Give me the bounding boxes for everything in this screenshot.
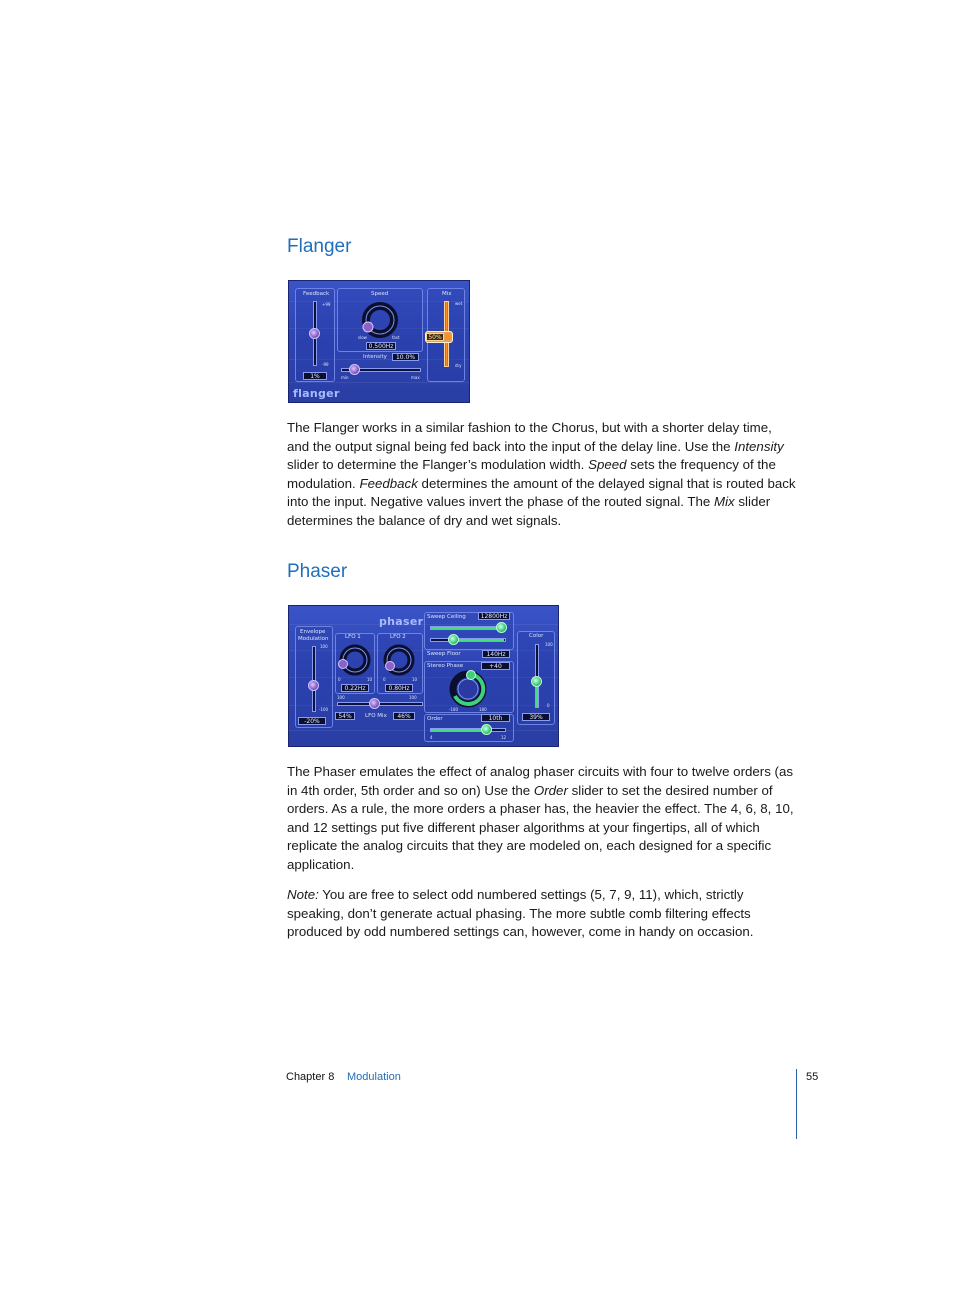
intensity-max-tick: max [411, 375, 420, 380]
flanger-text-3: sets the frequency of the modulation. [287, 457, 776, 491]
speed-min-tick: slow [358, 335, 367, 340]
feedback-value-display[interactable]: 1% [303, 372, 327, 380]
mix-value-display: 50% [426, 333, 444, 341]
color-bottom-tick: 0 [547, 703, 550, 708]
flanger-text-5: slider determines the balance of dry and wet signals. [287, 494, 771, 528]
phaser-note [287, 886, 797, 942]
sweep-ceiling-label: Sweep Ceiling [427, 614, 466, 620]
feedback-top-tick: +99 [322, 302, 331, 307]
order-label: Order [427, 716, 443, 722]
stereo-phase-knob[interactable] [447, 668, 489, 710]
lfo-mix-slider-thumb[interactable] [369, 698, 380, 709]
color-slider-thumb[interactable] [531, 676, 542, 687]
sweep-floor-slider-thumb[interactable] [448, 634, 459, 645]
sweep-floor-value-display[interactable]: 140Hz [482, 650, 510, 658]
speed-knob[interactable] [359, 300, 401, 340]
flanger-text-2: slider to determine the Flanger’s modulation width. [287, 457, 589, 473]
phaser-text-2: slider to set the desired number of orders. As a rule, the more orders a phaser has, the heavier the effect. The 4, 6, 8, 10, and 12 settings put five different phaser algorithms at your fingertips, all of which replicate the analog circuits that they are modeled on, each designed for a specific application. [287, 782, 794, 872]
envelope-bottom-tick: -100 [319, 707, 329, 712]
color-label: Color [529, 633, 544, 639]
lfo1-label: LFO 1 [345, 634, 361, 640]
flanger-term-feedback: Feedback [359, 475, 418, 491]
envelope-slider-thumb[interactable] [308, 680, 319, 691]
note-label: Note: [287, 887, 319, 902]
flanger-logo: flanger [293, 387, 340, 400]
stereo-phase-max-tick: 180 [479, 707, 487, 712]
mix-top-tick: wet [455, 301, 463, 306]
footer-section-link[interactable]: Modulation [347, 1071, 401, 1083]
lfo-mix-slider-track[interactable] [337, 702, 423, 706]
lfo-mix-right-tick: 100 [409, 695, 417, 700]
flanger-description [287, 419, 797, 531]
phaser-heading: Phaser [287, 561, 348, 582]
lfo1-rate-knob[interactable] [336, 642, 374, 678]
lfo-mix-right-value: 46% [393, 712, 415, 720]
intensity-slider-thumb[interactable] [349, 364, 360, 375]
flanger-heading: Flanger [287, 236, 352, 257]
feedback-bottom-tick: -99 [322, 362, 329, 367]
feedback-slider-thumb[interactable] [309, 328, 320, 339]
intensity-min-tick: min [341, 375, 349, 380]
stereo-phase-value-display[interactable]: +40 [481, 662, 510, 670]
envelope-label-line1: Envelope [300, 629, 326, 635]
stereo-phase-label: Stereo Phase [427, 663, 464, 669]
lfo-mix-left-value: 54% [335, 712, 355, 720]
phaser-plugin-panel [288, 605, 559, 747]
intensity-value-display[interactable]: 10.0% [392, 353, 419, 361]
footer-divider [796, 1069, 797, 1139]
flanger-text-1: The Flanger works in a similar fashion to the Chorus, but with a shorter delay time, and the output signal being fed back into the input of the delay line. Use the [287, 420, 772, 454]
order-slider-fill [431, 729, 486, 731]
sweep-range-fill [431, 627, 501, 629]
lfo2-label: LFO 2 [390, 634, 406, 640]
stereo-phase-min-tick: -180 [449, 707, 459, 712]
envelope-label-line2: Modulation [298, 636, 329, 642]
lfo2-value-display[interactable]: 0.80Hz [385, 684, 413, 692]
color-value-display[interactable]: 39% [522, 713, 550, 721]
footer-chapter: Chapter 8 [286, 1071, 335, 1083]
intensity-label: Intensity [363, 354, 387, 360]
color-top-tick: 100 [545, 642, 553, 647]
phaser-description [287, 763, 797, 875]
order-slider-thumb[interactable] [481, 724, 492, 735]
envelope-value-display[interactable]: -20% [298, 717, 326, 725]
envelope-top-tick: 100 [320, 644, 328, 649]
speed-max-tick: fast [392, 335, 400, 340]
lfo1-value-display[interactable]: 0.22Hz [341, 684, 369, 692]
feedback-label: Feedback [303, 291, 330, 297]
phaser-term-order: Order [533, 782, 568, 798]
envelope-slider-track[interactable] [312, 646, 316, 712]
flanger-term-intensity: Intensity [734, 438, 784, 454]
lfo-mix-label: LFO Mix [365, 713, 387, 719]
sweep-floor-fill [454, 639, 504, 641]
mix-thumb-dot-icon [445, 334, 451, 340]
sweep-floor-label: Sweep Floor [427, 651, 461, 657]
lfo2-min-tick: 0 [383, 677, 386, 682]
lfo1-max-tick: 10 [367, 677, 373, 682]
lfo-mix-left-tick: 100 [337, 695, 345, 700]
flanger-text-4: determines the amount of the delayed signal that is routed back into the input. Negative values invert the phase of the routed signal. The [287, 475, 796, 510]
speed-label: Speed [371, 291, 389, 297]
lfo2-rate-knob[interactable] [380, 642, 418, 678]
mix-label: Mix [442, 291, 452, 297]
mix-bottom-tick: dry [455, 363, 462, 368]
sweep-ceiling-slider-thumb[interactable] [496, 622, 507, 633]
flanger-term-speed: Speed [588, 457, 627, 473]
lfo1-min-tick: 0 [338, 677, 341, 682]
order-min-tick: 4 [430, 735, 433, 740]
speed-value-display[interactable]: 0.500Hz [366, 342, 396, 350]
flanger-plugin-panel [288, 280, 470, 403]
order-max-tick: 12 [501, 735, 507, 740]
sweep-ceiling-value-display[interactable]: 12800Hz [478, 612, 510, 620]
note-text: You are free to select odd numbered settings (5, 7, 9, 11), which, strictly speaking, don’t generate actual phasing. The more subtle comb filtering effects produced by odd numbered settings can, however, come in handy on occasion. [287, 887, 754, 940]
phaser-text-1: The Phaser emulates the effect of analog phaser circuits with four to twelve orders (as in 4th order, 5th order and so on) Use the [287, 764, 794, 798]
flanger-term-mix: Mix [714, 494, 735, 510]
order-value-display[interactable]: 10th [481, 714, 510, 722]
footer-page-number: 55 [806, 1071, 819, 1083]
lfo2-max-tick: 10 [412, 677, 418, 682]
phaser-logo: phaser [379, 615, 424, 628]
